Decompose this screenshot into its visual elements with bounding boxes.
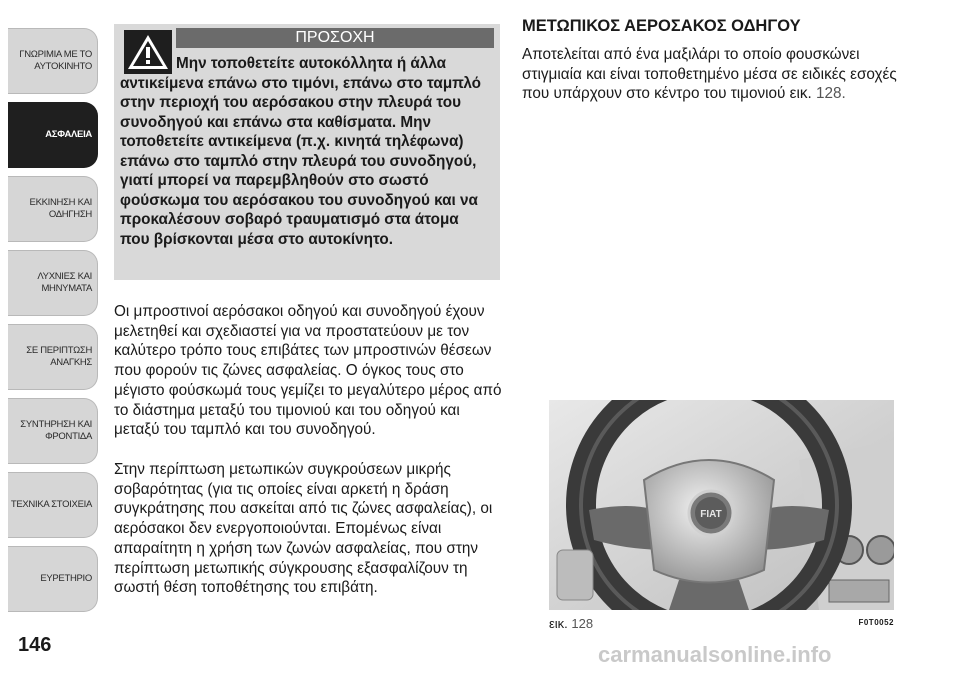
- section-text-body: Αποτελείται από ένα μαξιλάρι το οποίο φουσκώνει στιγμιαία και είναι τοποθετημένο μέσα σε ειδικές εσοχές που υπάρχουν στο κέντρο του τιμονιού εικ.: [522, 46, 897, 103]
- watermark: carmanualsonline.info: [598, 642, 832, 667]
- tab-warning-lights[interactable]: ΛΥΧΝΙΕΣ ΚΑΙ ΜΗΝΥΜΑΤΑ: [8, 250, 98, 316]
- tab-maintenance[interactable]: ΣΥΝΤΗΡΗΣΗ ΚΑΙ ΦΡΟΝΤΙΔΑ: [8, 398, 98, 464]
- warning-box: [114, 24, 500, 280]
- paragraph-airbags-design: Οι μπροστινοί αερόσακοι οδηγού και συνοδηγού έχουν μελετηθεί και σχεδιαστεί για να προστατεύουν με τον καλύτερο τρόπο τους επιβάτες των μπροστινών θέσεων που φορούν τις ζώνες ασφαλείας. Ο όγκος τους στο μέγιστο φούσκωμά τους γεμίζει το μεγαλύτερο μέρος από το διάστημα μεταξύ του τιμονιού και του οδηγού και μεταξύ του ταμπλό και του συνοδηγού.: [114, 303, 502, 439]
- tab-technical-data[interactable]: ΤΕΧΝΙΚΑ ΣΤΟΙΧΕΙΑ: [8, 472, 98, 538]
- page-number: 146: [18, 634, 52, 656]
- warning-title: ΠΡΟΣΟΧΗ: [176, 28, 494, 48]
- tab-index[interactable]: ΕΥΡΕΤΗΡΙΟ: [8, 546, 98, 612]
- paragraph-minor-collisions: Στην περίπτωση μετωπικών συγκρούσεων μικρής σοβαρότητας (για τις οποίες είναι αρκετή η δράση συγκράτησης που ασκείται από τις ζώνες ασφαλείας), οι αερόσακοι δεν ενεργοποιούνται. Επομένως είναι απαραίτητη η χρήση των ζωνών ασφαλείας, που στην περίπτωση μετωπικής σύγκρουσης εξασφαλίζουν τη σωστή θέση τοποθέτησης του επιβάτη.: [114, 461, 493, 597]
- figure-caption: [549, 616, 894, 631]
- section-heading: ΜΕΤΩΠΙΚΟΣ ΑΕΡΟΣΑΚΟΣ ΟΔΗΓΟΥ: [522, 17, 801, 35]
- steering-wheel-illustration: [549, 400, 894, 610]
- section-text: [522, 45, 912, 104]
- figure-code: F0T0052: [858, 618, 894, 627]
- tab-safety[interactable]: ΑΣΦΑΛΕΙΑ: [8, 102, 98, 168]
- tab-starting-driving[interactable]: ΕΚΚΙΝΗΣΗ ΚΑΙ ΟΔΗΓΗΣΗ: [8, 176, 98, 242]
- figure-reference[interactable]: 128.: [816, 85, 846, 103]
- warning-text: Μην τοποθετείτε αυτοκόλλητα ή άλλα αντικείμενα επάνω στο τιμόνι, επάνω στο ταμπλό στην περιοχή του αερόσακου στην πλευρά του συνοδηγού και επάνω στα καθίσματα. Μην τοποθετείτε αντικείμενα (π.χ. κινητά τηλέφωνα) επάνω στο ταμπλό στην πλευρά του συνοδηγού, γιατί μπορεί να παρεμβληθούν στο σωστό φούσκωμα του αερόσακου του συνοδηγού και να προκαλέσουν σοβαρό τραυματισμό στα άτομα που βρίσκονται μέσα στο αυτοκίνητο.: [120, 55, 481, 248]
- figure-caption-prefix: εικ.: [549, 616, 568, 631]
- figure-caption-number: 128: [571, 616, 594, 631]
- tab-getting-to-know[interactable]: ΓΝΩΡΙΜΙΑ ΜΕ ΤΟ ΑΥΤΟΚΙΝΗΤΟ: [8, 28, 98, 94]
- steering-wheel-figure: [549, 400, 894, 610]
- tab-emergency[interactable]: ΣΕ ΠΕΡΙΠΤΩΣΗ ΑΝΑΓΚΗΣ: [8, 324, 98, 390]
- fiat-logo: FIAT: [700, 509, 722, 520]
